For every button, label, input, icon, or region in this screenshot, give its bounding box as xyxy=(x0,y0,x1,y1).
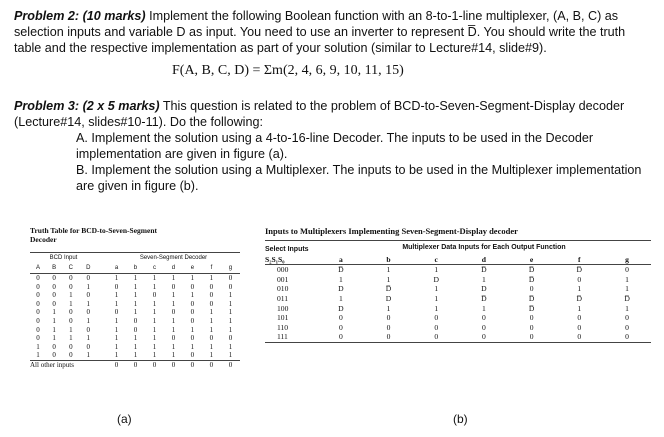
table-cell: 1 xyxy=(114,334,119,343)
other-inputs-label: All other inputs xyxy=(30,360,107,369)
output-col-e: e xyxy=(183,263,202,274)
table-cell: 0 xyxy=(52,282,56,291)
table-cell: 0 xyxy=(190,308,195,317)
table-cell: 1 xyxy=(152,308,157,317)
table-cell: 0 xyxy=(434,313,439,323)
table-cell: 1 xyxy=(86,282,90,291)
input-col-c: C xyxy=(62,263,79,274)
table-cell: 1 xyxy=(114,291,119,300)
problem-3-title: Problem 3: (2 x 5 marks) xyxy=(14,99,160,113)
table-cell: 0 xyxy=(228,282,233,291)
table-cell: 0 xyxy=(114,308,119,317)
figure-b-label: (b) xyxy=(453,412,468,426)
table-cell: 1 xyxy=(152,325,157,334)
table-cell: D̅ xyxy=(481,293,487,303)
table-cell: 0 xyxy=(529,284,534,294)
table-cell: D̅ xyxy=(338,265,344,275)
table-row xyxy=(265,313,651,323)
select-value: 110 xyxy=(277,322,289,332)
table-cell: 1 xyxy=(209,316,214,325)
table-cell: 1 xyxy=(228,351,233,360)
table-cell: 0 xyxy=(209,282,214,291)
table-cell: 1 xyxy=(133,334,138,343)
table-cell: 1 xyxy=(152,299,157,308)
table-cell: 1 xyxy=(386,265,391,275)
table-cell: 1 xyxy=(114,351,119,360)
problem-2-equation: F(A, B, C, D) = Σm(2, 4, 6, 9, 10, 11, 15) xyxy=(172,63,404,78)
table-cell: 0 xyxy=(338,322,343,332)
table-row xyxy=(30,326,240,335)
table-cell: 1 xyxy=(86,316,90,325)
input-col-b: B xyxy=(46,263,62,274)
table-cell: 1 xyxy=(625,284,629,294)
table-cell: D xyxy=(481,284,487,294)
table-cell: 0 xyxy=(69,316,73,325)
figure-a-label: (a) xyxy=(117,412,132,426)
table-cell: 0 xyxy=(145,360,164,369)
table-cell: 1 xyxy=(434,293,439,303)
table-cell: 1 xyxy=(209,274,214,282)
table-cell: 1 xyxy=(152,274,157,282)
output-col-c: c xyxy=(412,255,460,265)
output-col-c: c xyxy=(145,263,164,274)
table-cell: 0 xyxy=(190,334,195,343)
table-cell: D xyxy=(338,284,344,294)
table-cell: 1 xyxy=(434,284,439,294)
table-cell: 1 xyxy=(52,325,56,334)
table-cell: 1 xyxy=(36,342,40,351)
group-output-header: Seven-Segment Decoder xyxy=(107,253,240,264)
table-cell: 1 xyxy=(152,334,157,343)
table-cell: D̅ xyxy=(528,303,535,313)
table-cell: 0 xyxy=(529,313,534,323)
table-cell: 0 xyxy=(190,299,195,308)
table-cell: 1 xyxy=(386,303,391,313)
table-cell: 0 xyxy=(52,274,56,282)
table-cell: 1 xyxy=(86,334,90,343)
table-cell: 1 xyxy=(171,274,176,282)
problem-3-body: This question is related to the problem of BCD-to-Seven-Segment-Display decoder (Lecture#14, slides#10-11). Do the following: xyxy=(14,99,625,129)
output-col-a: a xyxy=(107,263,126,274)
figure-b-caption: Inputs to Multiplexers Implementing Seven-Segment-Display decoder xyxy=(265,226,518,236)
table-cell: 1 xyxy=(114,274,119,282)
table-cell: 0 xyxy=(52,299,56,308)
output-col-b: b xyxy=(365,255,413,265)
table-cell: 1 xyxy=(152,316,157,325)
table-cell: 0 xyxy=(171,334,176,343)
problem-3-item-a: A. Implement the solution using a 4-to-16-line Decoder. The inputs to be used in the Decoder implementation are given in figure (a). xyxy=(76,131,594,161)
table-cell: 1 xyxy=(86,299,90,308)
select-inputs-header: Select Inputs xyxy=(265,241,317,255)
table-cell: 0 xyxy=(36,308,40,317)
table-cell: 1 xyxy=(171,299,176,308)
table-cell: D̅ xyxy=(528,293,535,303)
group-input-header: BCD Input xyxy=(30,253,97,264)
table-cell: 0 xyxy=(228,274,233,282)
table-cell: 0 xyxy=(69,342,73,351)
table-cell: 0 xyxy=(625,322,629,332)
table-cell: D̅ xyxy=(528,274,535,284)
table-cell: 1 xyxy=(171,342,176,351)
figure-a-truth-table xyxy=(30,226,245,370)
table-cell: 0 xyxy=(133,325,138,334)
table-cell: 0 xyxy=(36,274,40,282)
table-row-other xyxy=(30,360,240,369)
mux-input-table xyxy=(265,240,651,343)
table-cell: 1 xyxy=(133,291,138,300)
table-cell: 1 xyxy=(482,303,486,313)
table-cell: 1 xyxy=(52,334,56,343)
table-cell: 0 xyxy=(338,313,343,323)
table-cell: 0 xyxy=(86,325,90,334)
table-cell: D̅ xyxy=(576,265,583,275)
select-value: 101 xyxy=(277,313,289,323)
table-cell: 1 xyxy=(209,325,214,334)
table-cell: 0 xyxy=(107,360,126,369)
output-col-g: g xyxy=(603,255,651,265)
table-row xyxy=(265,294,651,304)
table-cell: 1 xyxy=(114,325,119,334)
table-row xyxy=(30,308,240,317)
output-col-f: f xyxy=(202,263,221,274)
problem-3-text xyxy=(14,98,654,130)
table-row xyxy=(265,323,651,333)
table-cell: 0 xyxy=(625,313,629,323)
problem-2-title: Problem 2: (10 marks) xyxy=(14,9,146,23)
table-cell: D xyxy=(433,274,439,284)
select-value: 001 xyxy=(277,274,289,284)
table-cell: 1 xyxy=(114,342,119,351)
table-cell: 0 xyxy=(69,351,73,360)
table-cell: 1 xyxy=(482,274,486,284)
output-col-a: a xyxy=(317,255,365,265)
table-cell: 0 xyxy=(86,342,90,351)
table-cell: 1 xyxy=(228,299,233,308)
table-cell: 0 xyxy=(36,316,40,325)
table-row xyxy=(30,283,240,292)
table-cell: 1 xyxy=(228,325,233,334)
table-cell: 0 xyxy=(529,322,534,332)
table-cell: 0 xyxy=(86,291,90,300)
table-cell: 0 xyxy=(555,332,603,342)
table-cell: 0 xyxy=(133,316,138,325)
table-row xyxy=(30,291,240,300)
table-row xyxy=(265,332,651,342)
table-cell: 1 xyxy=(338,274,343,284)
output-col-b: b xyxy=(126,263,145,274)
table-cell: 0 xyxy=(577,274,582,284)
table-cell: 0 xyxy=(412,332,460,342)
table-cell: 0 xyxy=(228,334,233,343)
table-cell: 1 xyxy=(434,303,439,313)
table-cell: 1 xyxy=(209,342,214,351)
problem-3-item-b: B. Implement the solution using a Multiplexer. The inputs to be used in the Multiplexer implementation are given in figure (b). xyxy=(76,163,642,193)
table-cell: 1 xyxy=(152,282,157,291)
output-col-g: g xyxy=(221,263,240,274)
table-cell: 0 xyxy=(52,351,56,360)
select-value: 000 xyxy=(277,265,289,275)
table-cell: 0 xyxy=(126,360,145,369)
table-cell: 1 xyxy=(171,325,176,334)
select-var-header: S₂S₁S₀ xyxy=(265,255,317,265)
table-cell: D̅ xyxy=(481,265,487,275)
table-cell: 1 xyxy=(133,274,138,282)
problem-2-body: Implement the following Boolean function with an 8-to-1-line multiplexer, (A, B, C) as selection inputs and variable D as input. You need to use an inverter to represent D̅. You should write the truth table and the respective implementation as part of your solution (similar to Lecture#14, slide#9). xyxy=(14,9,626,55)
table-cell: 1 xyxy=(171,351,176,360)
table-cell: 1 xyxy=(152,342,157,351)
table-cell: 1 xyxy=(386,274,391,284)
table-cell: 0 xyxy=(386,322,391,332)
figure-a-caption-line2: Decoder xyxy=(30,235,57,244)
output-col-e: e xyxy=(508,255,556,265)
table-cell: 0 xyxy=(164,360,183,369)
table-cell: 1 xyxy=(133,299,138,308)
table-cell: 0 xyxy=(460,332,508,342)
output-col-d: d xyxy=(460,255,508,265)
table-cell: 1 xyxy=(190,342,195,351)
table-cell: 0 xyxy=(152,291,157,300)
table-cell: 0 xyxy=(202,360,221,369)
table-cell: 1 xyxy=(86,351,90,360)
table-cell: D̅ xyxy=(528,265,535,275)
table-cell: 1 xyxy=(69,299,73,308)
table-cell: 0 xyxy=(482,322,486,332)
table-cell: 0 xyxy=(36,299,40,308)
input-col-a: A xyxy=(30,263,46,274)
table-cell: 1 xyxy=(577,303,582,313)
table-cell: 0 xyxy=(52,291,56,300)
table-cell: 0 xyxy=(434,322,439,332)
bcd-truth-table xyxy=(30,252,240,370)
table-cell: 0 xyxy=(482,313,486,323)
table-cell: 0 xyxy=(183,360,202,369)
table-cell: 0 xyxy=(209,291,214,300)
problem-3-items xyxy=(76,130,656,194)
table-cell: 0 xyxy=(209,334,214,343)
table-cell: 0 xyxy=(577,313,582,323)
table-cell: 1 xyxy=(133,342,138,351)
table-cell: 0 xyxy=(625,265,629,275)
table-cell: D xyxy=(338,303,344,313)
table-row xyxy=(265,284,651,294)
table-cell: 0 xyxy=(36,291,40,300)
table-cell: 1 xyxy=(228,308,233,317)
table-cell: 1 xyxy=(69,334,73,343)
table-cell: 1 xyxy=(52,316,56,325)
table-cell: 0 xyxy=(603,332,651,342)
output-col-f: f xyxy=(555,255,603,265)
table-row xyxy=(30,351,240,360)
table-cell: 0 xyxy=(114,282,119,291)
table-cell: 0 xyxy=(221,360,240,369)
table-row xyxy=(265,275,651,285)
select-value: 010 xyxy=(277,284,289,294)
table-cell: 1 xyxy=(133,282,138,291)
table-cell: 0 xyxy=(508,332,556,342)
table-cell: 1 xyxy=(52,308,56,317)
table-cell: 0 xyxy=(190,316,195,325)
table-cell: D̅ xyxy=(624,293,630,303)
table-cell: 0 xyxy=(36,334,40,343)
select-value: 111 xyxy=(265,332,317,342)
table-cell: 0 xyxy=(86,308,90,317)
table-row xyxy=(30,334,240,343)
table-cell: 1 xyxy=(114,316,119,325)
table-cell: 0 xyxy=(209,299,214,308)
table-row xyxy=(265,265,651,275)
table-cell: 1 xyxy=(209,308,214,317)
table-cell: 1 xyxy=(338,293,343,303)
table-cell: 0 xyxy=(69,308,73,317)
table-cell: 1 xyxy=(190,325,195,334)
table-cell: 1 xyxy=(114,299,119,308)
table-cell: 1 xyxy=(228,316,233,325)
table-cell: 1 xyxy=(69,291,73,300)
select-value: 011 xyxy=(277,293,289,303)
table-cell: 1 xyxy=(209,351,214,360)
table-cell: 1 xyxy=(434,265,439,275)
table-cell: 1 xyxy=(36,351,40,360)
table-cell: D̅ xyxy=(576,293,583,303)
table-cell: D xyxy=(385,293,392,303)
table-cell: 1 xyxy=(133,308,138,317)
table-cell: 0 xyxy=(86,274,90,282)
input-col-d: D xyxy=(80,263,97,274)
table-cell: 0 xyxy=(69,274,73,282)
table-cell: 1 xyxy=(577,284,582,294)
table-cell: 0 xyxy=(317,332,365,342)
table-cell: 0 xyxy=(171,282,176,291)
table-row xyxy=(265,304,651,314)
table-cell: 1 xyxy=(152,351,157,360)
table-row xyxy=(30,343,240,352)
table-cell: 0 xyxy=(386,313,391,323)
table-cell: 0 xyxy=(171,308,176,317)
table-cell: 0 xyxy=(36,282,40,291)
figure-b-mux-table xyxy=(265,226,651,343)
select-value: 100 xyxy=(277,303,289,313)
table-cell: 0 xyxy=(365,332,413,342)
table-cell: 1 xyxy=(228,342,233,351)
table-cell: 0 xyxy=(190,351,195,360)
table-row xyxy=(30,317,240,326)
table-cell: 1 xyxy=(190,274,195,282)
table-cell: 1 xyxy=(69,325,73,334)
problem-2-text xyxy=(14,8,654,56)
data-inputs-header: Multiplexer Data Inputs for Each Output Function xyxy=(317,241,651,255)
table-cell: 1 xyxy=(171,291,176,300)
table-cell: 1 xyxy=(133,351,138,360)
output-col-d: d xyxy=(164,263,183,274)
table-row xyxy=(30,274,240,283)
table-cell: 0 xyxy=(577,322,582,332)
table-row xyxy=(30,300,240,309)
table-cell: 1 xyxy=(625,274,629,284)
table-cell: 1 xyxy=(625,303,629,313)
table-cell: 1 xyxy=(190,291,195,300)
figure-a-caption-line1: Truth Table for BCD-to-Seven-Segment xyxy=(30,226,158,235)
table-cell: 1 xyxy=(171,316,176,325)
table-cell: D̅ xyxy=(385,284,392,294)
table-cell: 0 xyxy=(36,325,40,334)
table-cell: 0 xyxy=(69,282,73,291)
table-cell: 0 xyxy=(190,282,195,291)
table-cell: 0 xyxy=(52,342,56,351)
table-cell: 1 xyxy=(228,291,233,300)
